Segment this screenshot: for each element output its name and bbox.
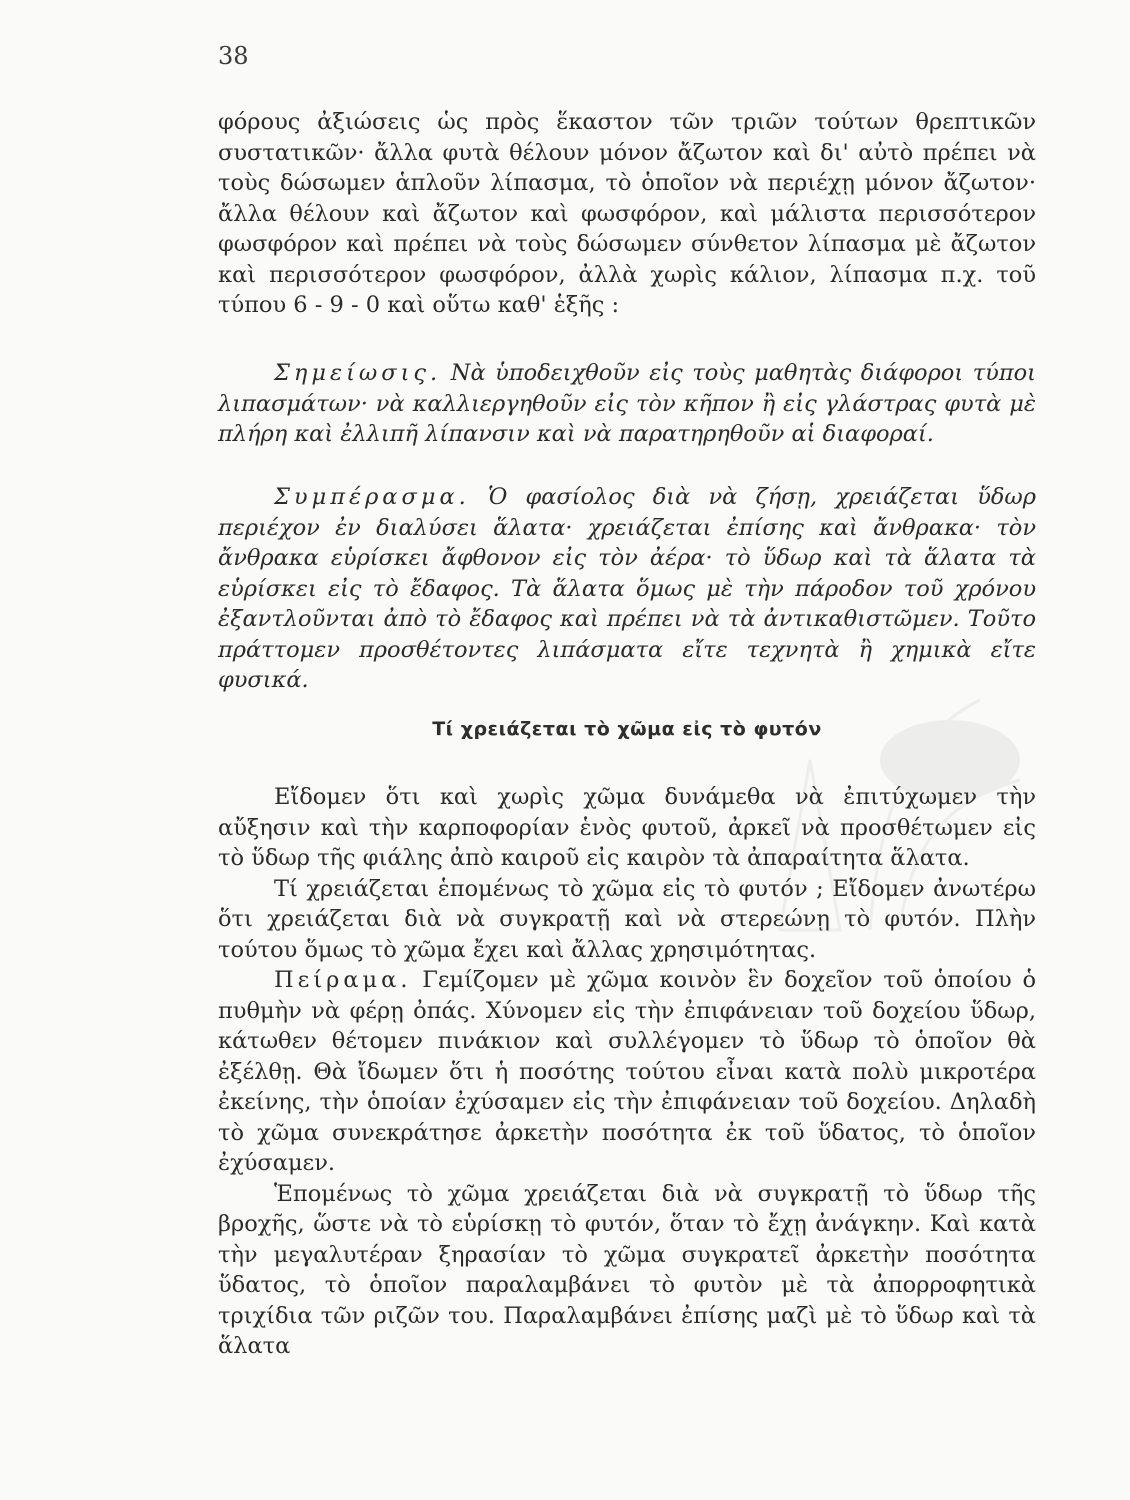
conclusion-label: Συμπέρασμα.	[274, 484, 470, 510]
experiment-text: Γεμίζομεν μὲ χῶμα κοινὸν ἓν δοχεῖον τοῦ ὁποίου ὁ πυθμὴν νὰ φέρῃ ὀπάς. Χύνομεν εἰς τὴν ἐπιφάνειαν τοῦ δοχείου ὕδωρ, κάτωθεν θέτομεν πινάκιον καὶ συλλέγομεν τὸ ὕδωρ τὸ ὁποῖον θὰ ἐξέλθῃ. Θὰ ἴδωμεν ὅτι ἡ ποσότης τούτου εἶναι κατὰ πολὺ μικροτέρα ἐκείνης, τὴν ὁποίαν ἐχύσαμεν εἰς τὴν ἐπιφάνειαν τοῦ δοχείου. Δηλαδὴ τὸ χῶμα συνεκράτησε ἀρκετὴν ποσότητα ἐκ τοῦ ὕδατος, τὸ ὁποῖον ἐχύσαμεν.	[218, 967, 1037, 1176]
section-paragraph-2: Τί χρειάζεται ἑπομένως τὸ χῶμα εἰς τὸ φυτόν ; Εἴδομεν ἀνωτέρω ὅτι χρειάζεται διὰ νὰ συγκρατῇ καὶ νὰ στερεώνῃ τὸ φυτόν. Πλὴν τούτου ὅμως τὸ χῶμα ἔχει καὶ ἄλλας χρησιμότητας.	[218, 875, 1036, 963]
note-text: Νὰ ὑποδειχθοῦν εἰς τοὺς μαθητὰς διάφοροι τύποι λιπασμάτων· νὰ καλλιεργηθοῦν εἰς τὸν κῆπον ἢ εἰς γλάστρας φυτὰ μὲ πλήρη καὶ ἐλλιπῆ λίπανσιν καὶ νὰ παρατηρηθοῦν αἱ διαφοραί.	[218, 360, 1036, 447]
experiment-paragraph	[218, 965, 1036, 1179]
note-paragraph	[218, 358, 1036, 450]
intro-paragraph-block	[218, 107, 1036, 321]
section-heading: Τί χρειάζεται τὸ χῶμα εἰς τὸ φυτόν	[432, 718, 822, 740]
note-paragraph-block	[218, 358, 1036, 450]
conclusion-paragraph-block	[218, 482, 1036, 696]
section-paragraph-4: Ἑπομένως τὸ χῶμα χρειάζεται διὰ νὰ συγκρατῇ τὸ ὕδωρ τῆς βροχῆς, ὥστε νὰ τὸ εὑρίσκῃ τὸ φυτόν, ὅταν τὸ ἔχῃ ἀνάγκην. Καὶ κατὰ τὴν μεγαλυτέραν ξηρασίαν τὸ χῶμα συγκρατεῖ ἀρκετὴν ποσότητα ὕδατος, τὸ ὁποῖον παραλαμβάνει τὸ φυτὸν μὲ τὰ ἀπορροφητικὰ τριχίδια τῶν ριζῶν του. Παραλαμβάνει ἐπίσης μαζὶ μὲ τὸ ὕδωρ καὶ τὰ ἅλατα	[218, 1180, 1036, 1359]
conclusion-text: Ὁ φασίολος διὰ νὰ ζήσῃ, χρειάζεται ὕδωρ περιέχον ἐν διαλύσει ἅλατα· χρειάζεται ἐπίσης καὶ ἄνθρακα· τὸν ἄνθρακα εὑρίσκει ἄφθονον εἰς τὸν ἀέρα· τὸ ὕδωρ καὶ τὰ ἅλατα τὰ εὑρίσκει εἰς τὸ ἔδαφος. Τὰ ἅλατα ὅμως μὲ τὴν πάροδον τοῦ χρόνου ἐξαντλοῦνται ἀπὸ τὸ ἔδαφος καὶ πρέπει νὰ τὰ ἀντικαθιστῶμεν. Τοῦτο πράττομεν προσθέτοντες λιπάσματα εἴτε τεχνητὰ ἢ χημικὰ εἴτε φυσικά.	[218, 484, 1036, 693]
page-number: 38	[218, 42, 249, 70]
note-label: Σημείωσις.	[274, 360, 442, 386]
section-paragraph-1: Εἴδομεν ὅτι καὶ χωρὶς χῶμα δυνάμεθα νὰ ἐπιτύχωμεν τὴν αὔξησιν καὶ τὴν καρποφορίαν ἑνὸς φυτοῦ, ἀρκεῖ νὰ προσθέτωμεν εἰς τὸ ὕδωρ τῆς φιάλης ἀπὸ καιροῦ εἰς καιρὸν τὰ ἀπαραίτητα ἅλατα.	[218, 784, 1036, 871]
experiment-label: Πείραμα.	[274, 967, 412, 993]
intro-paragraph: φόρους ἀξιώσεις ὡς πρὸς ἕκαστον τῶν τριῶν τούτων θρεπτικῶν συστατικῶν· ἄλλα φυτὰ θέλουν μόνον ἄζωτον καὶ δι' αὐτὸ πρέπει νὰ τοὺς δώσωμεν ἁπλοῦν λίπασμα, τὸ ὁποῖον νὰ περιέχῃ μόνον ἄζωτον· ἄλλα θέλουν καὶ ἄζωτον καὶ φωσφόρον, καὶ μάλιστα περισσότερον φωσφόρον καὶ πρέπει νὰ τοὺς δώσωμεν σύνθετον λίπασμα μὲ ἄζωτον καὶ περισσότερον φωσφόρον, ἀλλὰ χωρὶς κάλιον, λίπασμα π.χ. τοῦ τύπου 6 - 9 - 0 καὶ οὕτω καθ' ἑξῆς :	[218, 109, 1036, 318]
section-body	[218, 782, 1036, 1362]
conclusion-paragraph	[218, 482, 1036, 696]
